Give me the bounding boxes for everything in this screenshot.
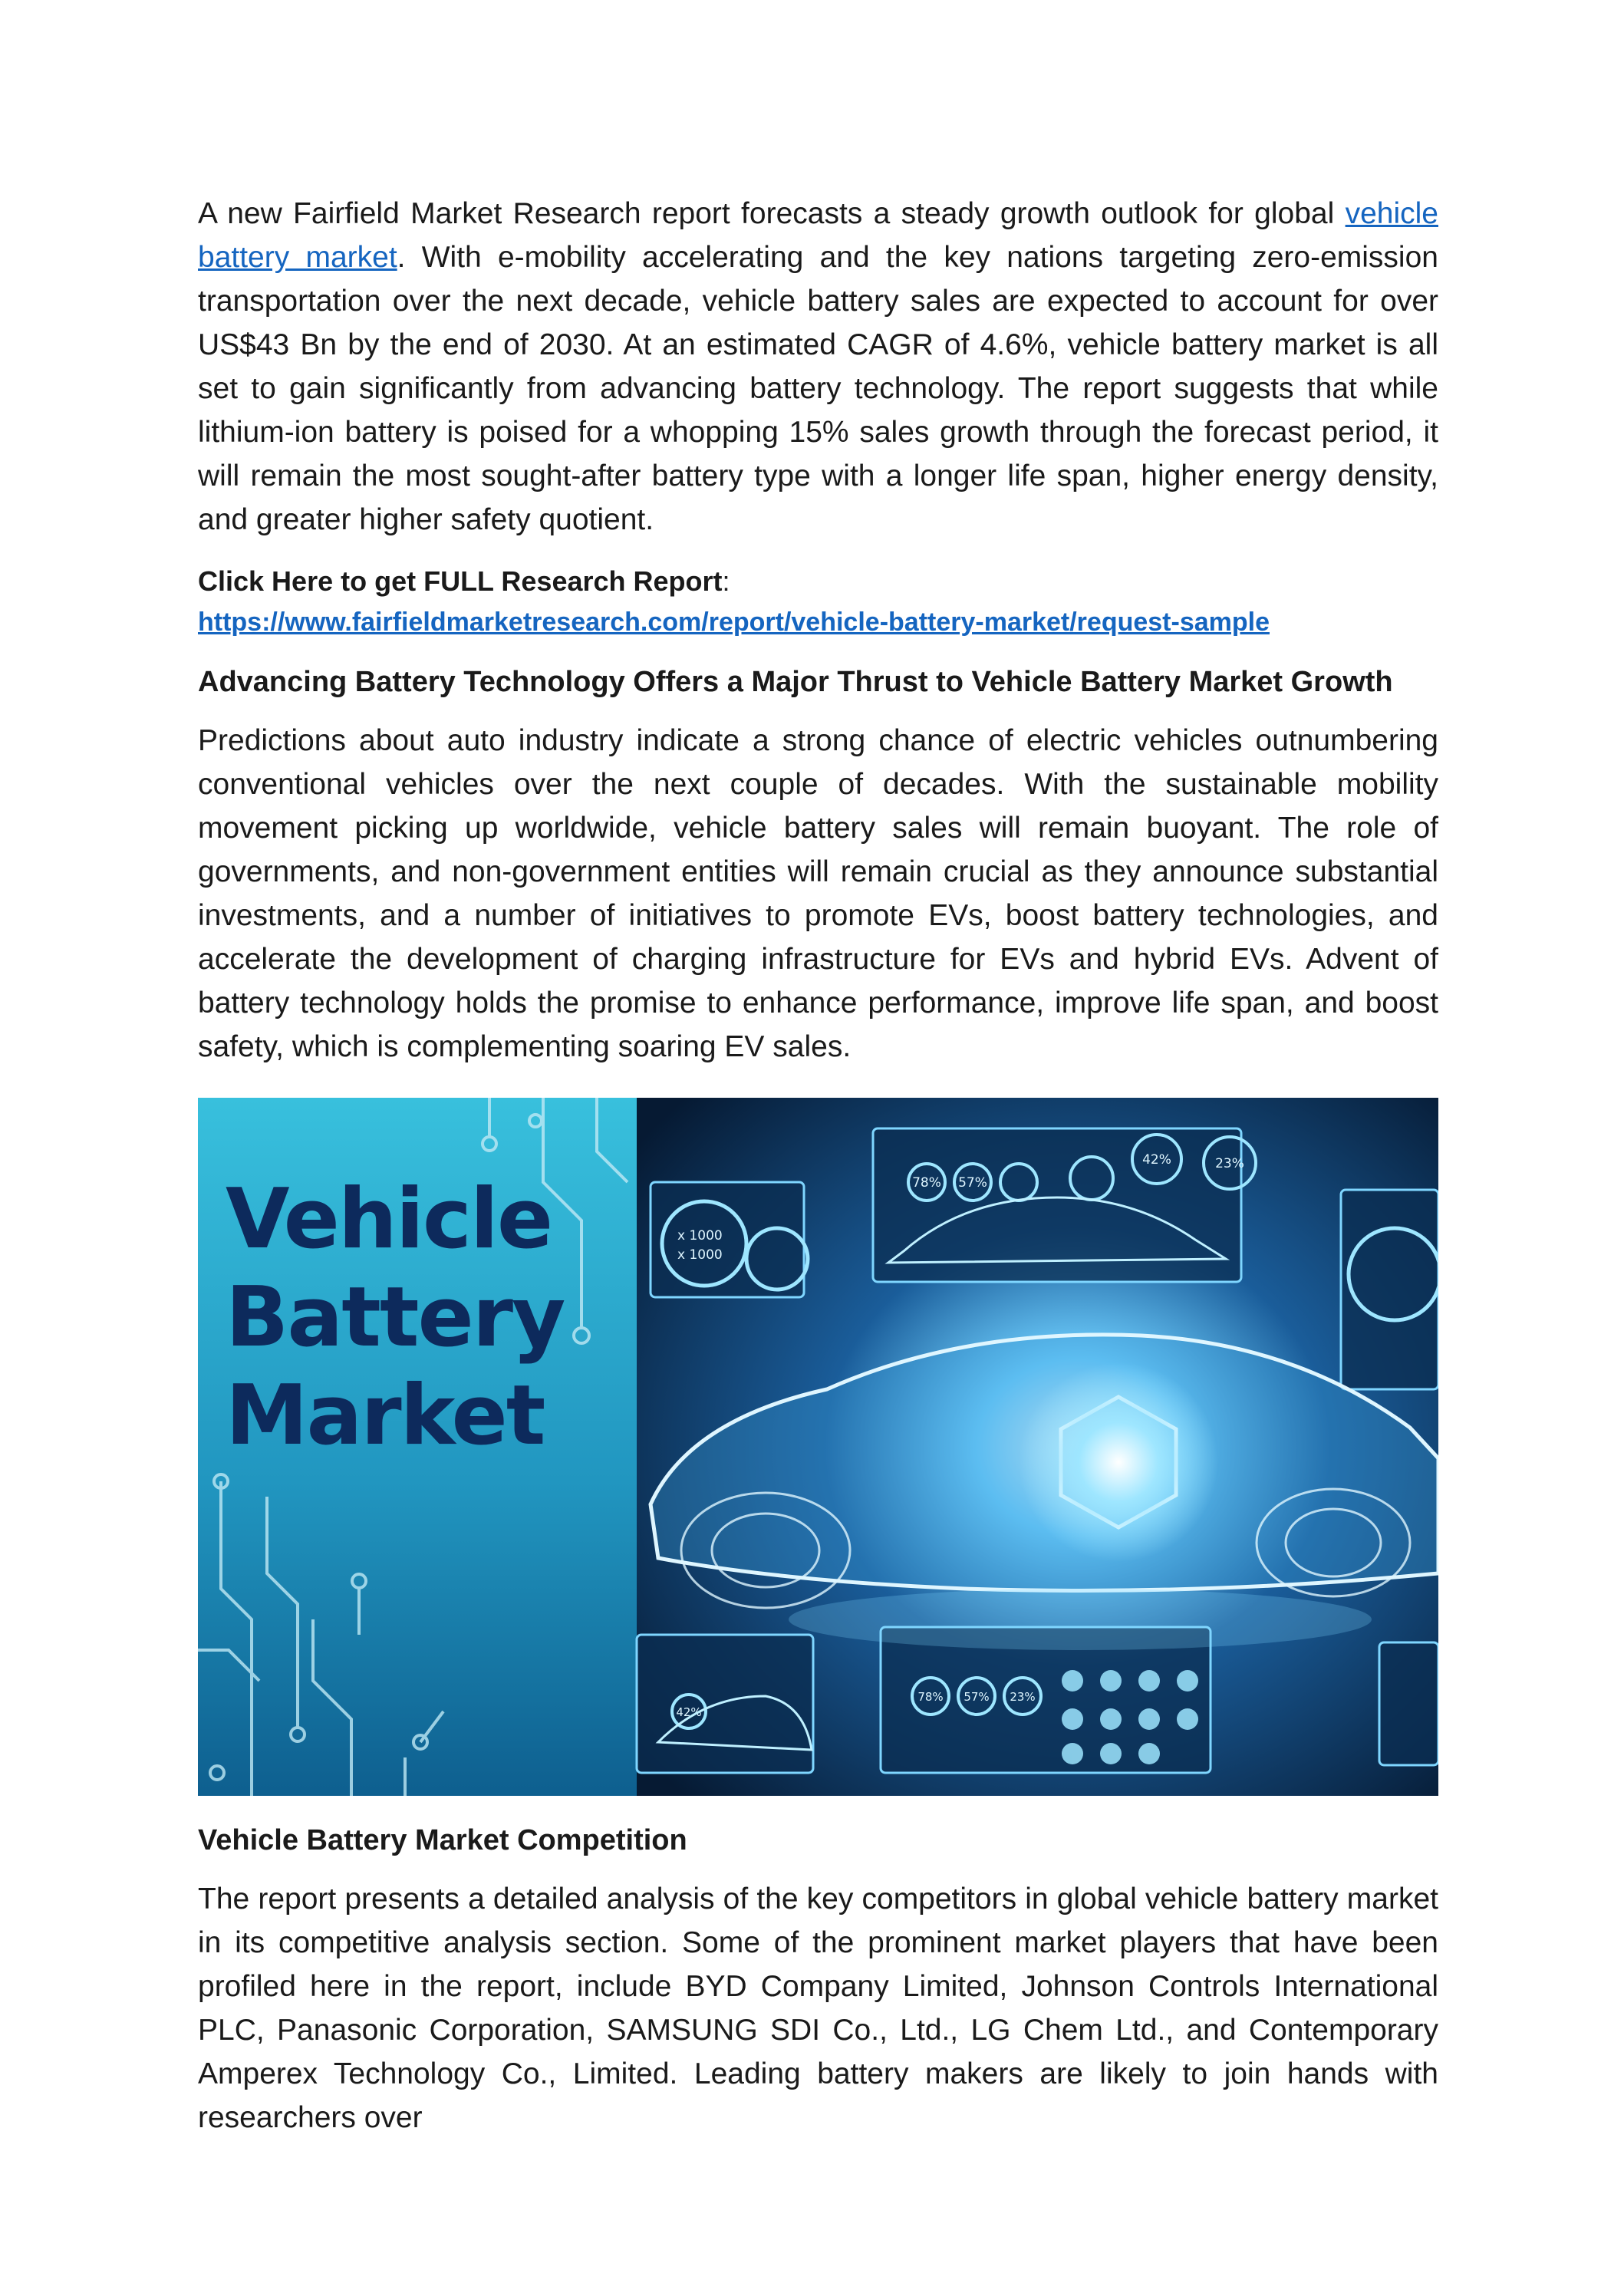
- section1-heading: Advancing Battery Technology Offers a Major Thrust to Vehicle Battery Market Growth: [198, 666, 1393, 698]
- hero-title-line3: Market: [226, 1368, 545, 1464]
- section1-body: Predictions about auto industry indicate a strong chance of electric vehicles outnumbering conventional vehicles over the next couple of decades. With the sustainable mobility movement picking up worldwide, vehicle battery sales will remain buoyant. The role of governments, and non-government entities will remain crucial as they announce substantial investments, and a number of initiatives to promote EVs, boost battery technologies, and accelerate the development of charging infrastructure for EVs and hybrid EVs. Advent of battery technology holds the promise to enhance performance, improve life span, and boost safety, which is complementing soaring EV sales.: [198, 724, 1438, 1063]
- cta-label: Click Here to get FULL Research Report: [198, 565, 723, 597]
- intro-paragraph: [198, 192, 1438, 542]
- hero-title: [226, 1171, 564, 1465]
- hero-title-line2: Battery: [226, 1270, 565, 1365]
- badge-2: 23%: [1215, 1156, 1244, 1171]
- gauge-label-1: x 1000: [677, 1228, 723, 1244]
- gauge-label-2: x 1000: [677, 1247, 723, 1263]
- badge-8: 42%: [676, 1705, 702, 1719]
- report-url-link[interactable]: https://www.fairfieldmarketresearch.com/report/vehicle-battery-market/request-sample: [198, 608, 1270, 637]
- intro-text-before: A new Fairfield Market Research report forecasts a steady growth outlook for global: [198, 197, 1346, 230]
- badge-7: 23%: [1010, 1690, 1036, 1704]
- cta-block: [198, 562, 1438, 642]
- floor-reflection: [789, 1589, 1372, 1650]
- energy-glow: [1019, 1362, 1218, 1562]
- section2-heading: Vehicle Battery Market Competition: [198, 1824, 687, 1856]
- badge-4: 57%: [958, 1175, 987, 1191]
- vehicle-battery-market-link[interactable]: vehicle battery market: [198, 197, 1438, 274]
- cta-colon: :: [722, 565, 730, 597]
- badge-1: 42%: [1142, 1152, 1171, 1168]
- section2-body: The report presents a detailed analysis of the key competitors in global vehicle battery market in its competitive analysis section. Some of the prominent market players that have been profiled here in the report, include BYD Company Limited, Johnson Controls International PLC, Panasonic Corporation, SAMSUNG SDI Co., Ltd., LG Chem Ltd., and Contemporary Amperex Technology Co., Limited. Leading battery makers are likely to join hands with researchers over: [198, 1883, 1438, 2134]
- hero-title-line1: Vehicle: [226, 1171, 552, 1267]
- hero-image: [198, 1098, 1438, 1796]
- badge-6: 57%: [964, 1690, 990, 1704]
- badge-5: 78%: [917, 1690, 944, 1704]
- badge-3: 78%: [912, 1175, 941, 1191]
- document-page: [198, 192, 1438, 2140]
- intro-text-after: . With e-mobility accelerating and the key nations targeting zero-emission transportation over the next decade, vehicle battery sales are expected to account for over US$43 Bn by the end of 2030. At an estimated CAGR of 4.6%, vehicle battery market is all set to gain significantly from advancing battery technology. The report suggests that while lithium-ion battery is poised for a whopping 15% sales growth through the forecast period, it will remain the most sought-after battery type with a longer life span, higher energy density, and greater higher safety quotient.: [198, 241, 1438, 536]
